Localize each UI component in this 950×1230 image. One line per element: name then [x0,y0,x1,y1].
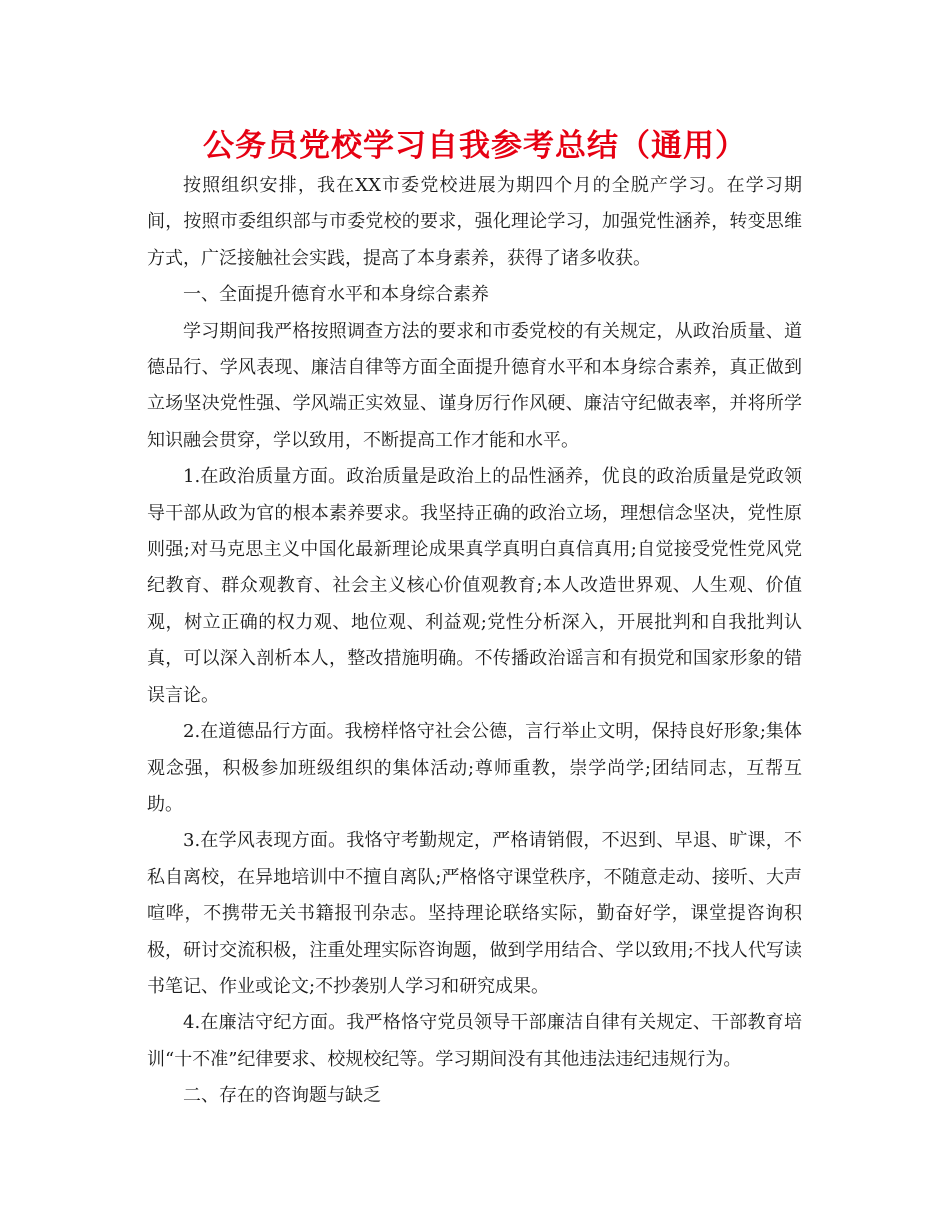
item-political-quality: 1.在政治质量方面。政治质量是政治上的品性涵养，优良的政治质量是党政领导干部从政为官的根本素养要求。我坚持正确的政治立场，理想信念坚决，党性原则强;对马克思主义中国化最新理论成果真学真明白真信真用;自觉接受党性党风党纪教育、群众观教育、社会主义核心价值观教育;本人改造世界观、人生观、价值观，树立正确的权力观、地位观、利益观;党性分析深入，开展批判和自我批判认真，可以深入剖析本人，整改措施明确。不传播政治谣言和有损党和国家形象的错误言论。 [147,466,802,706]
section-heading-2: 二、存在的咨询题与缺乏 [183,1085,381,1107]
section-heading-1: 一、全面提升德育水平和本身综合素养 [183,284,489,306]
item-moral-conduct: 2.在道德品行方面。我榜样恪守社会公德，言行举止文明，保持良好形象;集体观念强，积极参加班级组织的集体活动;尊师重教，崇学尚学;团结同志，互帮互助。 [147,721,802,815]
item-integrity-discipline: 4.在廉洁守纪方面。我严格恪守党员领导干部廉洁自律有关规定、干部教育培训“十不准”纪律要求、校规校纪等。学习期间没有其他违法违纪违规行为。 [147,1012,802,1070]
document-body [147,168,802,1115]
section-1-paragraph: 学习期间我严格按照调查方法的要求和市委党校的有关规定，从政治质量、道德品行、学风表现、廉洁自律等方面全面提升德育水平和本身综合素养，真正做到立场坚决党性强、学风端正实效显、谨身厉行作风硬、廉洁守纪做表率，并将所学知识融会贯穿，学以致用，不断提高工作才能和水平。 [147,320,802,451]
item-study-style: 3.在学风表现方面。我恪守考勤规定，严格请销假，不迟到、早退、旷课，不私自离校，在异地培训中不擅自离队;严格恪守课堂秩序，不随意走动、接听、大声喧哗，不携带无关书籍报刊杂志。坚持理论联络实际，勤奋好学，课堂提咨询积极，研讨交流积极，注重处理实际咨询题，做到学用结合、学以致用;不找人代写读书笔记、作业或论文;不抄袭别人学习和研究成果。 [147,830,802,997]
intro-paragraph: 按照组织安排，我在XX市委党校进展为期四个月的全脱产学习。在学习期间，按照市委组织部与市委党校的要求，强化理论学习，加强党性涵养，转变思维方式，广泛接触社会实践，提高了本身素养，获得了诸多收获。 [147,175,802,269]
document-title: 公务员党校学习自我参考总结（通用） [203,128,747,164]
